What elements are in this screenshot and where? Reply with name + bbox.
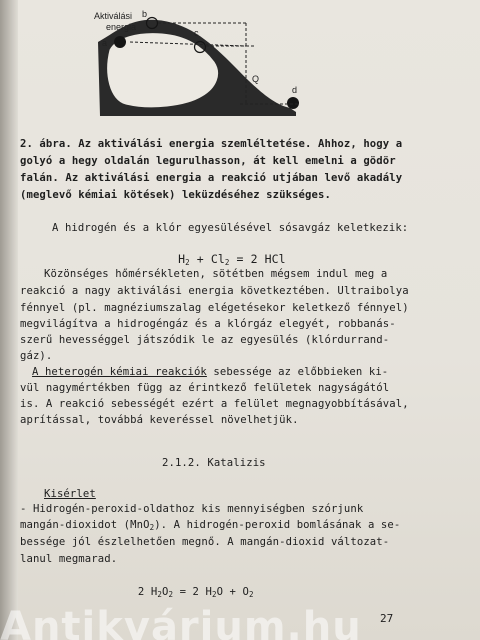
experiment-line-2 — [20, 519, 400, 534]
eq1-mid: + Cl — [189, 252, 225, 266]
para2-line-2: vül nagymértékben függ az érintkező felületek nagyságától — [20, 382, 390, 394]
figure-label-d: d — [292, 85, 298, 95]
eq2-c: = 2 H — [173, 586, 212, 598]
page-number: 27 — [380, 612, 394, 625]
eq1-right: = 2 HCl — [229, 252, 286, 266]
experiment-line-2b: ). A hidrogén-peroxid bomlásának a se- — [154, 519, 401, 531]
para1-line-4: megvilágítva a hidrogéngáz és a klórgáz elegyét, robbanás- — [20, 318, 396, 330]
eq2-d: O + O — [216, 586, 249, 598]
eq1-left: H — [178, 252, 186, 266]
experiment-line-2-sub: 2 — [149, 523, 155, 532]
eq2-s1: 2 — [157, 590, 162, 599]
section-title: 2.1.2. Katalizis — [162, 457, 266, 469]
eq2-s2: 2 — [168, 590, 174, 599]
experiment-line-2a: mangán-dioxidot (MnO — [20, 519, 150, 531]
figure-label-activation: Aktiválási — [94, 11, 133, 21]
eq1-sub2: 2 — [224, 258, 230, 267]
para1-line-2: reakció a nagy aktiválási energia következtében. Ultraibolya — [20, 285, 409, 297]
para1-line-3: fénnyel (pl. magnéziumszalag elégetésekor keletkező fénnyel) — [20, 302, 409, 314]
eq2-b: O — [161, 586, 169, 598]
figure-label-q: Q — [252, 74, 260, 84]
watermark: Antikvárium.hu — [0, 604, 362, 640]
caption-line-1: 2. ábra. Az aktiválási energia szemléltetése. Ahhoz, hogy a — [20, 138, 403, 150]
para2-line-1-rest: sebessége az előbbieken ki- — [206, 366, 389, 378]
eq2-s3: 2 — [211, 590, 217, 599]
page-gutter-shadow — [0, 0, 18, 640]
ball-a — [114, 36, 126, 48]
figure-label-a: a — [102, 38, 108, 48]
caption-line-3: falán. Az aktiválási energia a reakció utjában levő akadály — [20, 172, 403, 184]
para1-line-6: gáz). — [20, 350, 53, 362]
figure-label-c: c — [194, 28, 199, 38]
intro-text: A hidrogén és a klór egyesülésével sósavgáz keletkezik: — [52, 222, 409, 234]
activation-energy-figure — [90, 4, 310, 124]
ball-d — [287, 97, 299, 109]
para1-line-5: szerű hevességgel játszódik le az egyesülés (klórdurrand- — [20, 334, 390, 346]
caption-line-4: (meglevő kémiai kötések) leküzdéséhez szükséges. — [20, 189, 331, 201]
para1-line-1: Közönséges hőmérsékleten, sötétben mégsem indul meg a — [44, 268, 388, 280]
figure-label-b: b — [142, 9, 148, 19]
subheading-experiment: Kisérlet — [44, 488, 96, 500]
experiment-line-3: bessége jól észlelhetően megnő. A mangán-dioxid változat- — [20, 536, 390, 548]
eq2-s4: 2 — [248, 590, 254, 599]
eq2-a: 2 H — [137, 586, 158, 598]
para2-line-1 — [32, 366, 388, 379]
caption-line-2: golyó a hegy oldalán legurulhasson, át kell emelni a gödör — [20, 155, 396, 167]
eq1-sub1: 2 — [185, 258, 190, 267]
figure-label-energy: energia — [106, 22, 137, 32]
para2-underlined: A heterogén kémiai reakciók — [32, 366, 207, 378]
para2-line-4: aprítással, továbbá keveréssel növelhetjük. — [20, 414, 299, 426]
experiment-line-1: - Hidrogén-peroxid-oldathoz kis mennyiségben szórjunk — [20, 503, 364, 515]
experiment-line-4: lanul megmarad. — [20, 553, 118, 565]
para2-line-3: is. A reakció sebességét ezért a felület megnagyobbításával, — [20, 398, 409, 410]
